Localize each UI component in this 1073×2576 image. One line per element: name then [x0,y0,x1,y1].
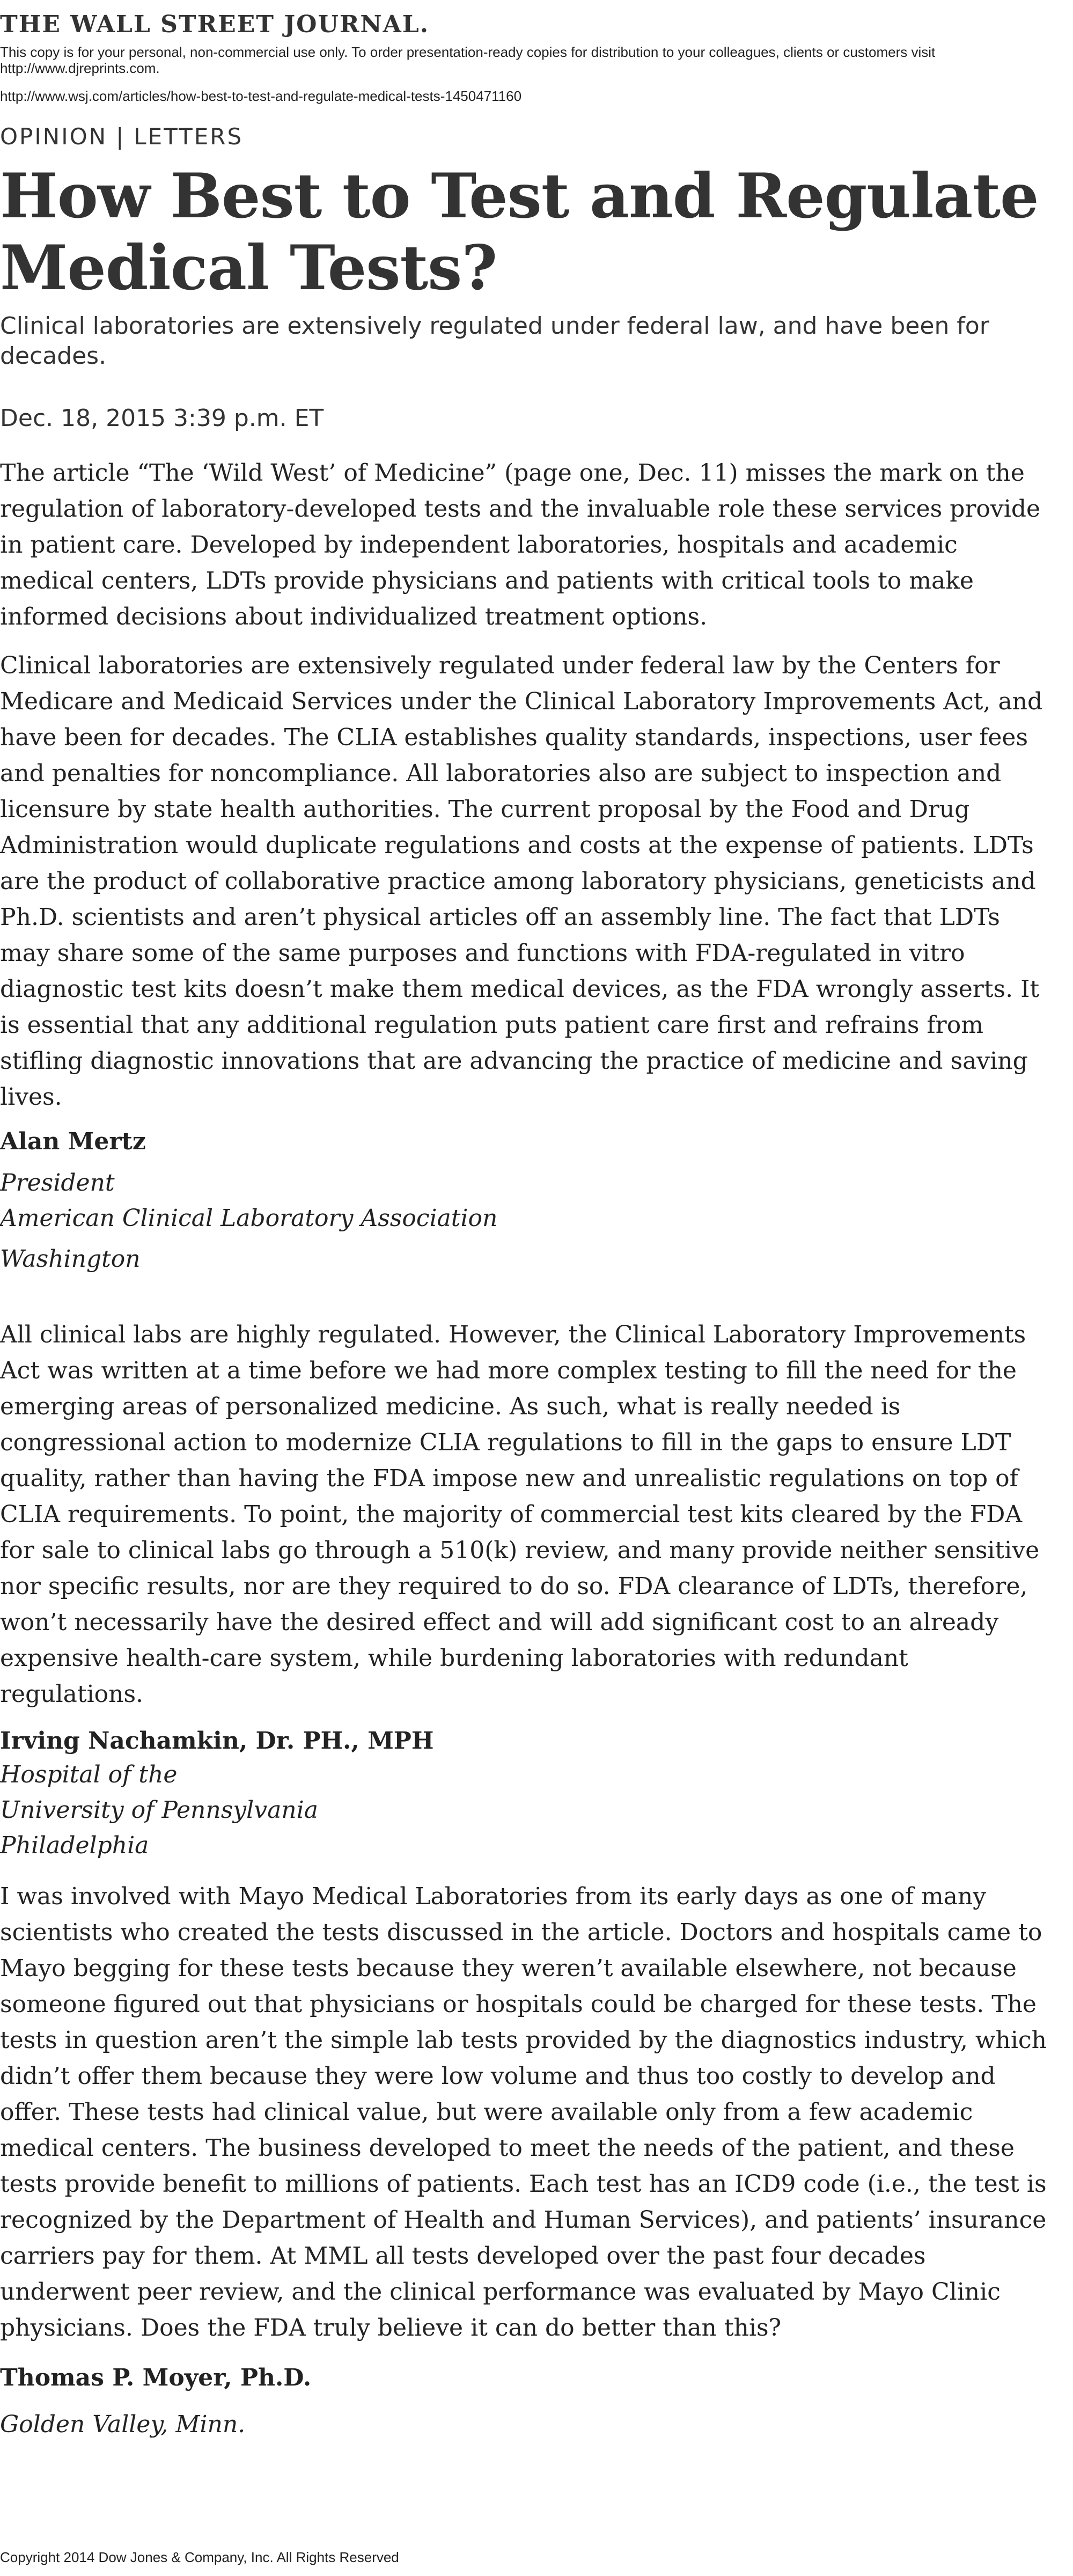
article-subtitle: Clinical laboratories are extensively regulated under federal law, and have been for decades. [0,312,989,370]
section-letters[interactable]: LETTERS [134,123,244,150]
letter-1-signature [0,1126,1052,1277]
signature-location: Golden Valley, Minn. [0,2411,246,2438]
section-breadcrumb [0,123,1073,150]
letter-1-paragraph-2: Clinical laboratories are extensively regulated under federal law by the Centers for Medicare and Medicaid Services under the Clinical Laboratory Improvements Act, and have been for decades. The CLIA establishes quality standards, inspections, user fees and penalties for noncompliance. All laboratories also are subject to inspection and licensure by state health authorities. The current proposal by the Food and Drug Administration would duplicate regulations and costs at the expense of patients. LDTs are the product of collaborative practice among laboratory physicians, geneticists and Ph.D. scientists and aren’t physical articles off an assembly line. The fact that LDTs may share some of the same purposes and functions with FDA-regulated in vitro diagnostic test kits doesn’t make them medical devices, as the FDA wrongly asserts. It is essential that any additional regulation puts patient care first and refrains from stifling diagnostic innovations that are advancing the practice of medicine and saving lives. [0,652,1043,1111]
signature-name: Thomas P. Moyer, Ph.D. [0,2364,312,2391]
letter-3-paragraph-1: I was involved with Mayo Medical Laboratories from its early days as one of many scientists who created the tests discussed in the article. Doctors and hospitals came to Mayo begging for these tests because they weren’t available elsewhere, not because someone figured out that physicians or hospitals could be charged for these tests. The tests in question aren’t the simple lab tests provided by the diagnostics industry, which didn’t offer them because they were low volume and thus too costly to develop and offer. These tests had clinical value, but were available only from a few academic medical centers. The business developed to meet the needs of the patient, and these tests provide benefit to millions of patients. Each test has an ICD9 code (i.e., the test is recognized by the Department of Health and Human Services), and patients’ insurance carriers pay for them. At MML all tests developed over the past four decades underwent peer review, and the clinical performance was evaluated by Mayo Clinic physicians. Does the FDA truly believe it can do better than this? [0,1883,1047,2342]
signature-affiliation-line-1: Hospital of the [0,1761,178,1788]
signature-name: Alan Mertz [0,1128,146,1155]
signature-organization: American Clinical Laboratory Association [0,1205,498,1232]
signature-location: Philadelphia [0,1832,149,1859]
letter-2-paragraph-1: All clinical labs are highly regulated. However, the Clinical Laboratory Improvements Act was written at a time before we had more complex testing to fill the need for the emerging areas of personalized medicine. As such, what is really needed is congressional action to modernize CLIA regulations to fill in the gaps to ensure LDT quality, rather than having the FDA impose new and unrealistic regulations on top of CLIA requirements. To point, the majority of commercial test kits cleared by the FDA for sale to clinical labs go through a 510(k) review, and many provide neither sensitive nor specific results, nor are they required to do so. FDA clearance of LDTs, therefore, won’t necessarily have the desired effect and will add significant cost to an already expensive health-care system, while burdening laboratories with redundant regulations. [0,1321,1040,1708]
letter-1-paragraph-1: The article “The ‘Wild West’ of Medicine” (page one, Dec. 11) misses the mark on the regulation of laboratory-developed tests and the invaluable role these services provide in patient care. Developed by independent laboratories, hospitals and academic medical centers, LDTs provide physicians and patients with critical tools to make informed decisions about individualized treatment options. [0,459,1041,630]
section-separator: | [116,123,126,150]
article-url[interactable]: http://www.wsj.com/articles/how-best-to-test-and-regulate-medical-tests-1450471160 [0,88,522,104]
signature-name: Irving Nachamkin, Dr. PH., MPH [0,1727,434,1755]
section-opinion[interactable]: OPINION [0,123,108,150]
copyright-footer: Copyright 2014 Dow Jones & Company, Inc. All Rights Reserved [0,2549,399,2565]
signature-affiliation-line-2: University of Pennsylvania [0,1796,318,1824]
masthead-logo: THE WALL STREET JOURNAL. [0,11,430,38]
letter-2-signature [0,1725,1052,1863]
publish-date: Dec. 18, 2015 3:39 p.m. ET [0,405,324,432]
article-page [0,12,1073,2442]
page-title: How Best to Test and Regulate Medical Tests? [0,160,1039,304]
letter-3-signature [0,2362,1052,2442]
signature-location: Washington [0,1245,141,1273]
signature-title: President [0,1169,115,1197]
article-body [0,455,1052,2442]
reprint-notice: This copy is for your personal, non-commercial use only. To order presentation-ready copies for distribution to your colleagues, clients or customers visit http://www.djreprints.com. [0,44,936,76]
